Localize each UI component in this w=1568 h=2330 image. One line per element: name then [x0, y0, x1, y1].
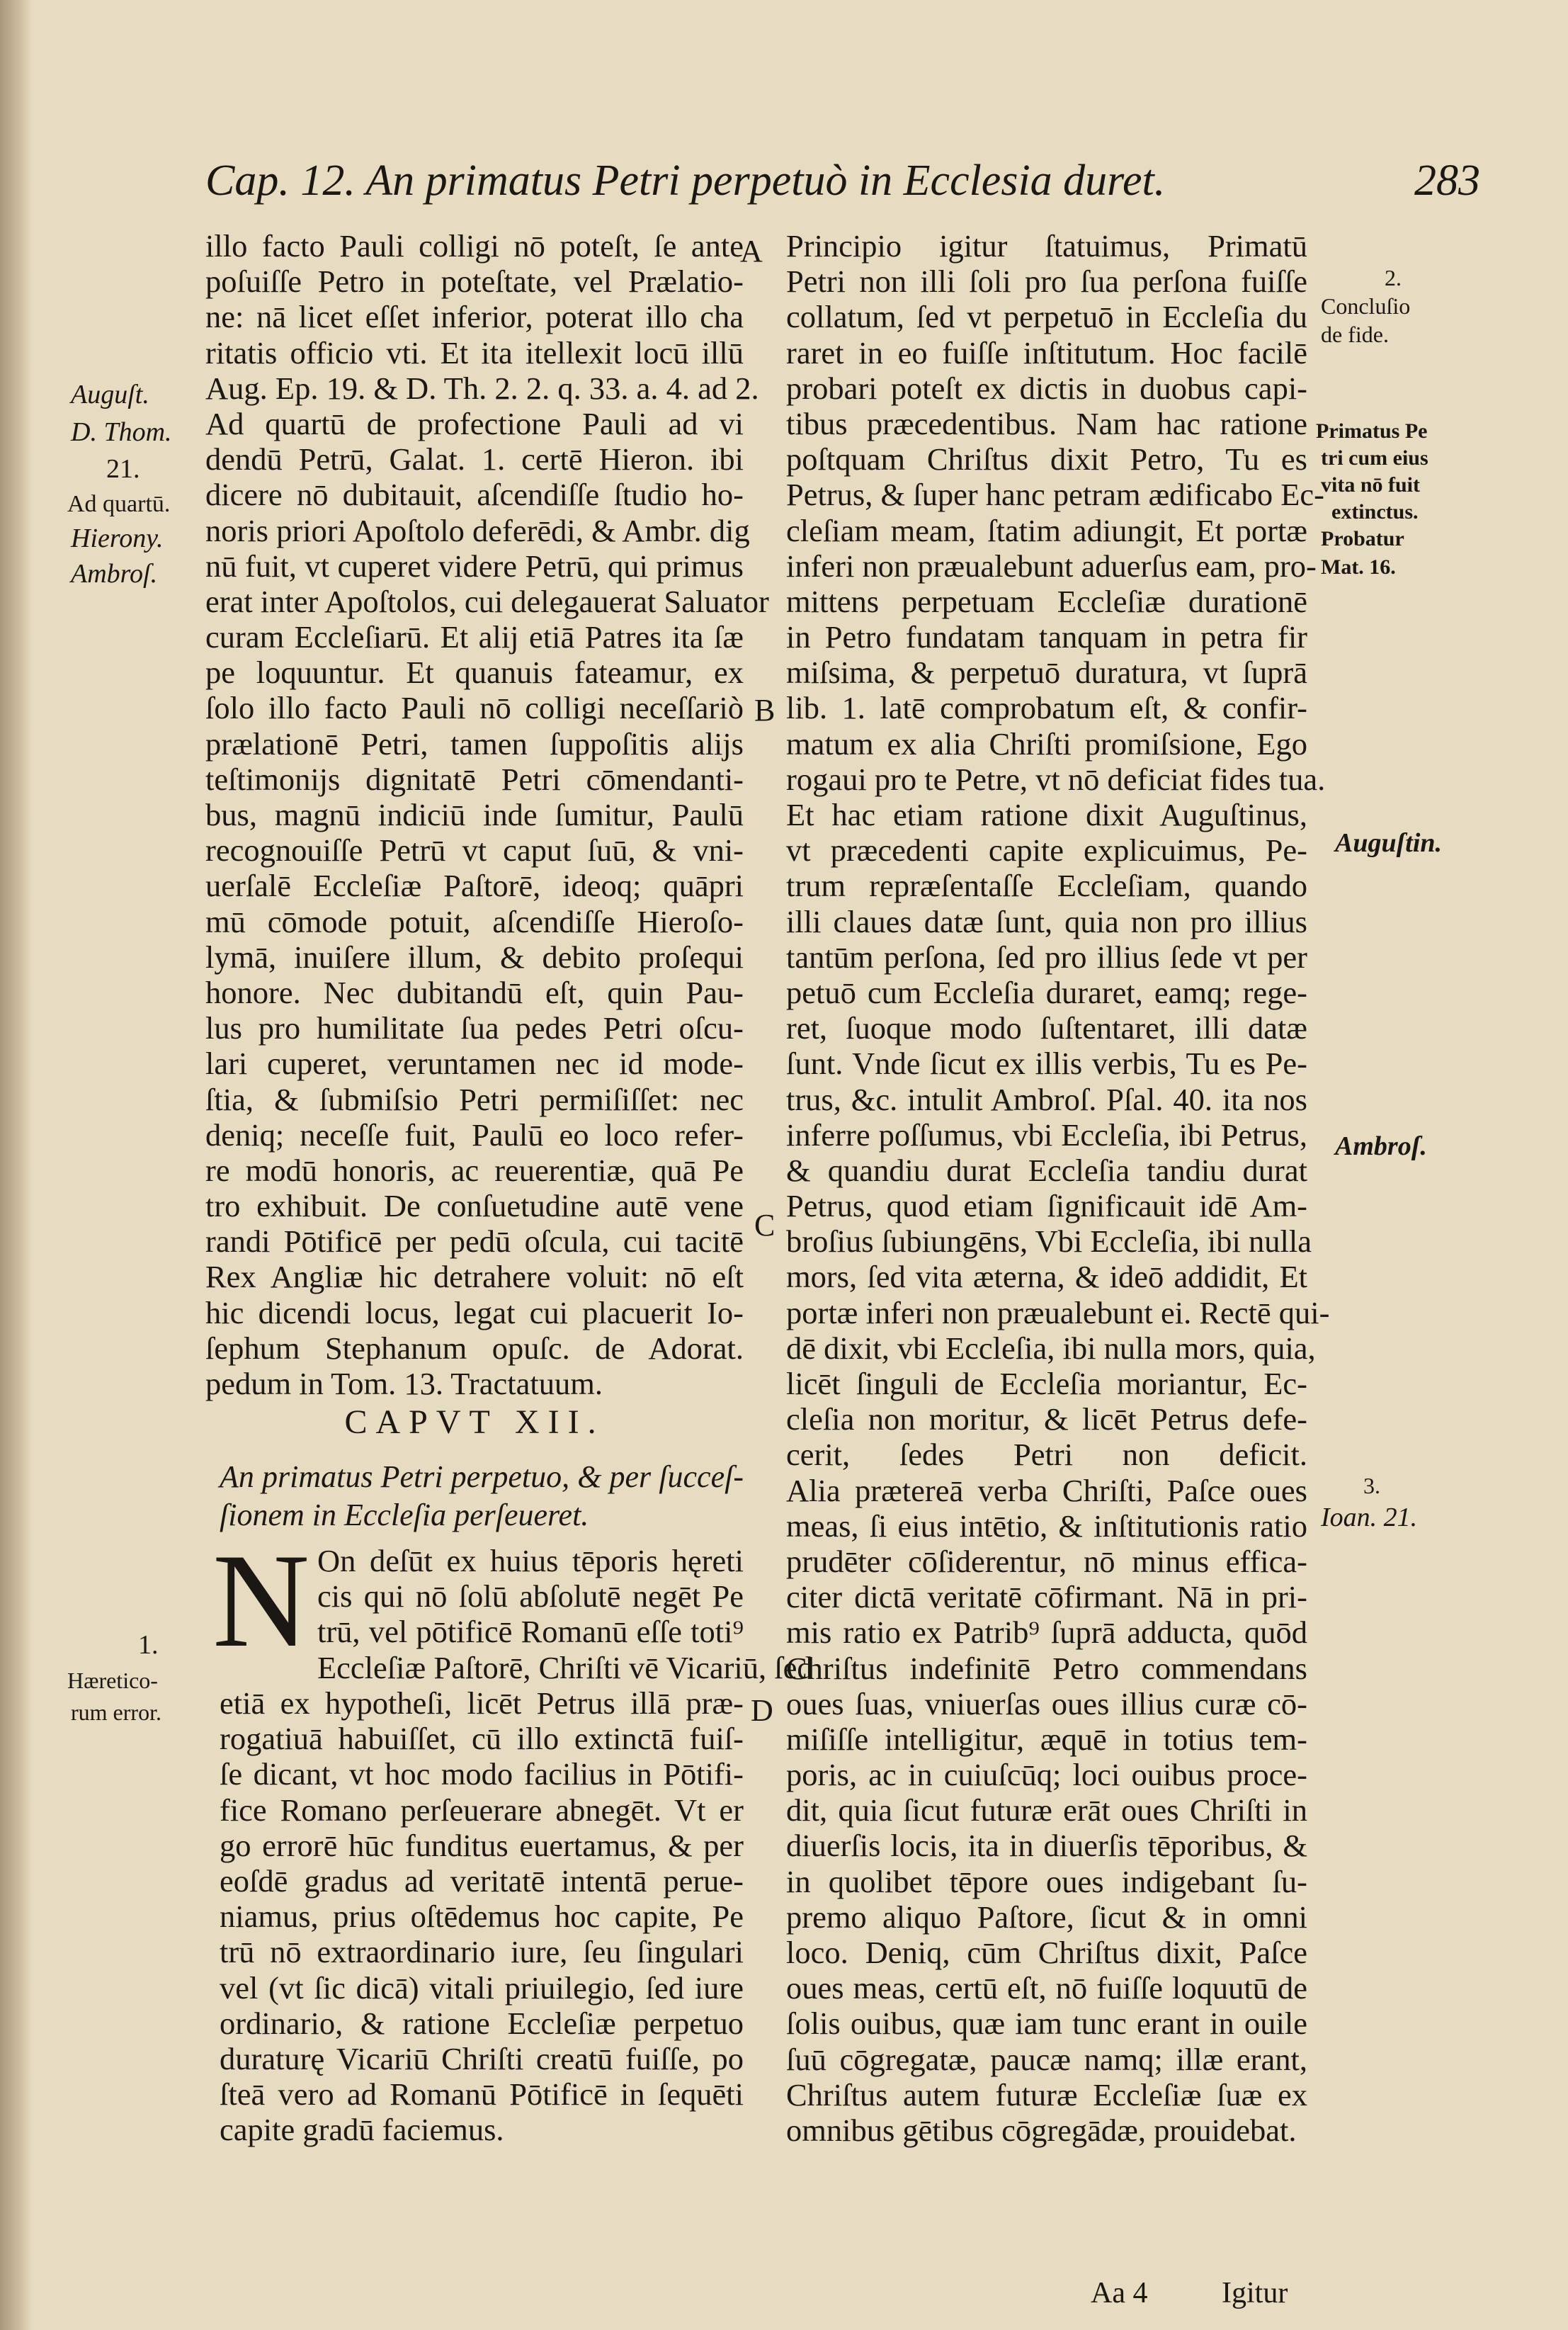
margin-note-mat: Mat. 16. [1321, 555, 1396, 579]
margin-note-ambros-right: Ambroſ. [1335, 1131, 1427, 1161]
text-line: ſteā vero ad Romanū Pōtificē in ſequēti [220, 2076, 744, 2113]
text-line: Alia prætereā verba Chriſti, Paſce oues [786, 1472, 1307, 1508]
text-line: in quolibet tēpore oues indigebant ſu- [786, 1863, 1307, 1899]
text-line: miſsima, & perpetuō duratura, vt ſuprā [786, 655, 1307, 691]
text-line: honore. Nec dubitandū eſt, quin Pau- [205, 974, 744, 1010]
text-line: trum repræſentaſſe Eccleſiam, quando [786, 868, 1307, 904]
page-gutter-shadow [0, 0, 33, 2330]
text-line: lymā, inuiſere illum, & debito proſequi [205, 939, 744, 975]
text-line: meas, ſi eius intētio, & inſtitutionis ratio [786, 1508, 1307, 1544]
text-line: tantūm perſona, ſed pro illius ſede vt per [786, 939, 1307, 975]
text-line: cleſia non moritur, & licēt Petrus defe- [786, 1401, 1307, 1437]
margin-note-extinctus: extinctus. [1331, 500, 1419, 524]
text-line: nū fuit, vt cuperet videre Petrū, qui primus [205, 548, 744, 584]
text-line: ret, ſuoque modo ſuſtentaret, illi datæ [786, 1010, 1307, 1046]
margin-note-primatus: Primatus Pe [1316, 419, 1428, 443]
catchword: Igitur [1222, 2277, 1288, 2309]
margin-note-probatur: Probatur [1321, 527, 1404, 550]
text-line: poſtquam Chriſtus dixit Petro, Tu es [786, 441, 1307, 477]
text-line: licēt ſinguli de Eccleſia moriantur, Ec- [786, 1366, 1307, 1401]
text-line: niamus, prius oſtēdemus hoc capite, Pe [220, 1899, 744, 1935]
text-line: ordinario, & ratione Eccleſiæ perpetuo [220, 2005, 744, 2041]
text-line: prælationē Petri, tamen ſuppoſitis alijs [205, 725, 744, 762]
text-line: lari cuperet, veruntamen nec id mode- [205, 1046, 744, 1082]
margin-note-augustin: Auguſtin. [1335, 828, 1443, 858]
text-line: Et hac etiam ratione dixit Auguſtinus, [786, 797, 1307, 832]
text-line: matum ex alia Chriſti promiſsione, Ego [786, 725, 1307, 762]
text-line: Rex Angliæ hic detrahere voluit: nō eſt [205, 1259, 744, 1295]
text-line: An primatus Petri perpetuo, & per ſucceſ- [220, 1459, 744, 1494]
text-line: Eccleſiæ Paſtorē, Chriſti vē Vicariū, ſed [317, 1649, 813, 1685]
text-line: prudēter cōſiderentur, nō minus effica- [786, 1543, 1307, 1579]
text-line: dendū Petrū, Galat. 1. certē Hieron. ibi [205, 441, 744, 477]
chapter-body [220, 1685, 744, 2147]
text-line: poris, ac in cuiuſcūq; loci ouibus proce- [786, 1757, 1307, 1793]
text-line: citer dictā veritatē cōfirmant. Nā in pri- [786, 1579, 1307, 1615]
margin-note-vita: vita nō fuit [1321, 473, 1421, 497]
page-number: 283 [1414, 157, 1480, 205]
text-line: poſuiſſe Petro in poteſtate, vel Prælatio- [205, 264, 744, 300]
text-line: teſtimonijs dignitatē Petri cōmendanti- [205, 761, 744, 797]
text-line: tro exhibuit. De conſuetudine autē vene [205, 1188, 744, 1224]
text-line: rogaui pro te Petre, vt nō deficiat fides tua. [786, 761, 1326, 797]
right-column [786, 228, 1330, 2148]
text-line: raret in eo fuiſſe inſtitutum. Hoc facilē [786, 334, 1307, 371]
margin-note-august: Auguſt. [71, 380, 149, 409]
margin-note-3: 3. [1363, 1473, 1380, 1498]
text-line: illo facto Pauli colligi nō poteſt, ſe ante [205, 228, 744, 264]
section-letter-d: D [751, 1693, 773, 1728]
text-line: Principio igitur ſtatuimus, Primatū [786, 228, 1307, 264]
text-line: ſephum Stephanum opuſc. de Adorat. [205, 1330, 744, 1366]
text-line: pedum in Tom. 13. Tractatuum. [205, 1366, 603, 1401]
margin-note-2: 2. [1385, 265, 1402, 290]
text-line: trū, vel pōtificē Romanū eſſe toti⁹ [317, 1614, 744, 1650]
text-line: portæ inferi non præualebunt ei. Rectē qui- [786, 1294, 1330, 1330]
text-line: ſe dicant, vt hoc modo facilius in Pōtifi- [220, 1756, 744, 1792]
text-line: go errorē hūc funditus euertamus, & per [220, 1827, 744, 1863]
running-header [205, 149, 1480, 213]
text-line: ritatis officio vti. Et ita itellexit locū illū [205, 334, 744, 371]
text-line: Petrus, quod etiam ſignificauit idē Am- [786, 1188, 1307, 1224]
text-line: premo aliquo Paſtore, ſicut & in omni [786, 1899, 1307, 1935]
text-line: cleſiam meam, ſtatim adiungit, Et portæ [786, 512, 1307, 548]
section-letter-b: B [754, 693, 776, 728]
chapter-title [220, 1458, 744, 1534]
text-line: & quandiu durat Eccleſia tandiu durat [786, 1152, 1307, 1188]
text-line: ſuū cōgregatæ, paucæ namq; illæ erant, [786, 2041, 1307, 2077]
margin-note-thom: D. Thom. [71, 417, 172, 447]
text-line: hic dicendi locus, legat cui placuerit Io- [205, 1294, 744, 1330]
text-line: lib. 1. latē comprobatum eſt, & confir- [786, 690, 1307, 726]
margin-note-ioan: Ioan. 21. [1321, 1503, 1418, 1532]
text-line: lus pro humilitate ſua pedes Petri oſcu- [205, 1010, 744, 1046]
text-line: erat inter Apoſtolos, cui delegauerat Saluator [205, 583, 769, 619]
text-line: Ad quartū de profectione Pauli ad vi [205, 405, 744, 441]
text-line: Chriſtus indefinitē Petro commendans [786, 1650, 1307, 1686]
text-line: bus, magnū indiciū inde ſumitur, Paulū [205, 797, 744, 832]
text-line: etiā ex hypotheſi, licēt Petrus illā præ- [220, 1685, 744, 1721]
text-line: illi claues datæ ſunt, quia non pro illius [786, 903, 1307, 939]
text-line: ſionem in Eccleſia perſeueret. [220, 1498, 589, 1532]
text-line: ſolo illo facto Pauli nō colligi neceſſariò [205, 690, 744, 726]
text-line: cis qui nō ſolū abſolutē negēt Pe [317, 1578, 744, 1614]
text-line: Aug. Ep. 19. & D. Th. 2. 2. q. 33. a. 4. ad 2. [205, 370, 759, 406]
section-letter-a: A [740, 234, 763, 268]
text-line: ſunt. Vnde ſicut ex illis verbis, Tu es Pe- [786, 1046, 1307, 1082]
text-line: mis ratio ex Patrib⁹ ſuprā adducta, quōd [786, 1614, 1307, 1651]
text-line: oues meas, certū eſt, nō fuiſſe loquutū de [786, 1970, 1307, 2006]
drop-cap: N [212, 1527, 310, 1675]
margin-note-haeretico: Hæretico- [67, 1668, 158, 1693]
text-line: dicere nō dubitauit, aſcendiſſe ſtudio ho- [205, 477, 744, 513]
text-line: ſtia, & ſubmiſsio Petri permiſiſſet: nec [205, 1081, 744, 1117]
text-line: noris priori Apoſtolo deferēdi, & Ambr. dig [205, 512, 750, 548]
text-line: dē dixit, vbi Eccleſia, ibi nulla mors, quia, [786, 1330, 1316, 1366]
margin-note-error: rum error. [71, 1700, 161, 1725]
text-line: vt præcedenti capite explicuimus, Pe- [786, 832, 1307, 869]
signature-mark: Aa 4 [1091, 2277, 1148, 2309]
margin-note-1: 1. [138, 1630, 159, 1660]
text-line: ne: nā licet eſſet inferior, poterat illo cha [205, 299, 744, 335]
text-line: diuerſis locis, ita in diuerſis tēporibus, & [786, 1828, 1307, 1864]
text-line: deniq; neceſſe fuit, Paulū eo loco refer- [205, 1116, 744, 1153]
margin-note-tri-cum: tri cum eius [1321, 446, 1428, 470]
margin-note-21: 21. [106, 454, 140, 484]
section-letter-c: C [754, 1208, 776, 1243]
margin-note-hierony: Hierony. [71, 524, 164, 553]
text-line: trus, &c. intulit Ambroſ. Pſal. 40. ita nos [786, 1081, 1307, 1117]
text-line: Petri non illi ſoli pro ſua perſona fuiſſe [786, 264, 1307, 300]
text-line: omnibus gētibus cōgregādæ, prouidebat. [786, 2112, 1297, 2148]
text-line: petuō cum Eccleſia duraret, eamq; rege- [786, 974, 1307, 1010]
chapter-heading: CAPVT XII. [344, 1403, 605, 1441]
text-line: Petrus, & ſuper hanc petram ædificabo Ec- [786, 477, 1324, 513]
chapter-opening-lines [317, 1543, 813, 1685]
text-line: recognouiſſe Petrū vt caput ſuū, & vni- [205, 832, 744, 869]
text-line: capite gradū faciemus. [220, 2112, 504, 2148]
text-line: ſolis ouibus, quæ iam tunc erant in ouile [786, 2006, 1307, 2042]
text-line: collatum, ſed vt perpetuō in Eccleſia du [786, 299, 1307, 335]
text-line: probari poteſt ex dictis in duobus capi- [786, 370, 1307, 406]
text-line: mittens perpetuam Eccleſiæ durationē [786, 583, 1307, 619]
text-line: re modū honoris, ac reuerentiæ, quā Pe [205, 1152, 744, 1188]
text-line: oues ſuas, vniuerſas oues illius curæ cō- [786, 1685, 1307, 1721]
text-line: loco. Deniq, cūm Chriſtus dixit, Paſce [786, 1935, 1307, 1970]
text-line: trū nō extraordinario iure, ſeu ſingulari [220, 1934, 744, 1970]
text-line: rogatiuā habuiſſet, cū illo extinctā fuiſ- [220, 1721, 744, 1757]
margin-note-ad-quartum: Ad quartū. [67, 491, 171, 517]
text-line: duraturę Vicariū Chriſti creatū fuiſſe, po [220, 2040, 744, 2076]
text-line: On deſūt ex huius tēporis hęreti [317, 1543, 744, 1578]
text-line: inferre poſſumus, vbi Eccleſia, ibi Petrus, [786, 1116, 1307, 1153]
text-line: uerſalē Eccleſiæ Paſtorē, ideoq; quāpri [205, 868, 744, 904]
left-column [205, 228, 769, 1401]
text-line: cerit, ſedes Petri non deficit. [786, 1437, 1307, 1473]
margin-note-conclusio: Concluſio [1321, 293, 1411, 319]
text-line: broſius ſubiungēns, Vbi Eccleſia, ibi nulla [786, 1223, 1312, 1260]
text-line: fice Romano perſeuerare abnegēt. Vt er [220, 1792, 744, 1828]
text-line: pe loquuntur. Et quanuis fateamur, ex [205, 655, 744, 691]
margin-note-de-fide: de fide. [1321, 322, 1389, 347]
text-line: tibus præcedentibus. Nam hac ratione [786, 405, 1307, 441]
text-line: mors, ſed vita æterna, & ideō addidit, Et [786, 1259, 1307, 1295]
text-line: dit, quia ſicut futuræ erāt oues Chriſti in [786, 1792, 1307, 1828]
text-line: eoſdē gradus ad veritatē intentā perue- [220, 1862, 744, 1899]
margin-note-ambros: Ambroſ. [71, 559, 158, 589]
text-line: inferi non præualebunt aduerſus eam, pro- [786, 548, 1317, 584]
text-line: in Petro fundatam tanquam in petra fir [786, 619, 1307, 655]
text-line: Chriſtus autem futuræ Eccleſiæ ſuæ ex [786, 2076, 1307, 2113]
text-line: randi Pōtificē per pedū oſcula, cui tacitē [205, 1223, 744, 1260]
text-line: vel (vt ſic dicā) vitali priuilegio, ſed iure [220, 1969, 744, 2006]
running-title: Cap. 12. An primatus Petri perpetuò in Ecclesia duret. [205, 157, 1166, 205]
text-line: mū cōmode potuit, aſcendiſſe Hieroſo- [205, 903, 744, 939]
text-line: miſiſſe intelligitur, æquē in totius tem- [786, 1721, 1307, 1757]
text-line: curam Eccleſiarū. Et alij etiā Patres ita ſæ [205, 619, 744, 655]
